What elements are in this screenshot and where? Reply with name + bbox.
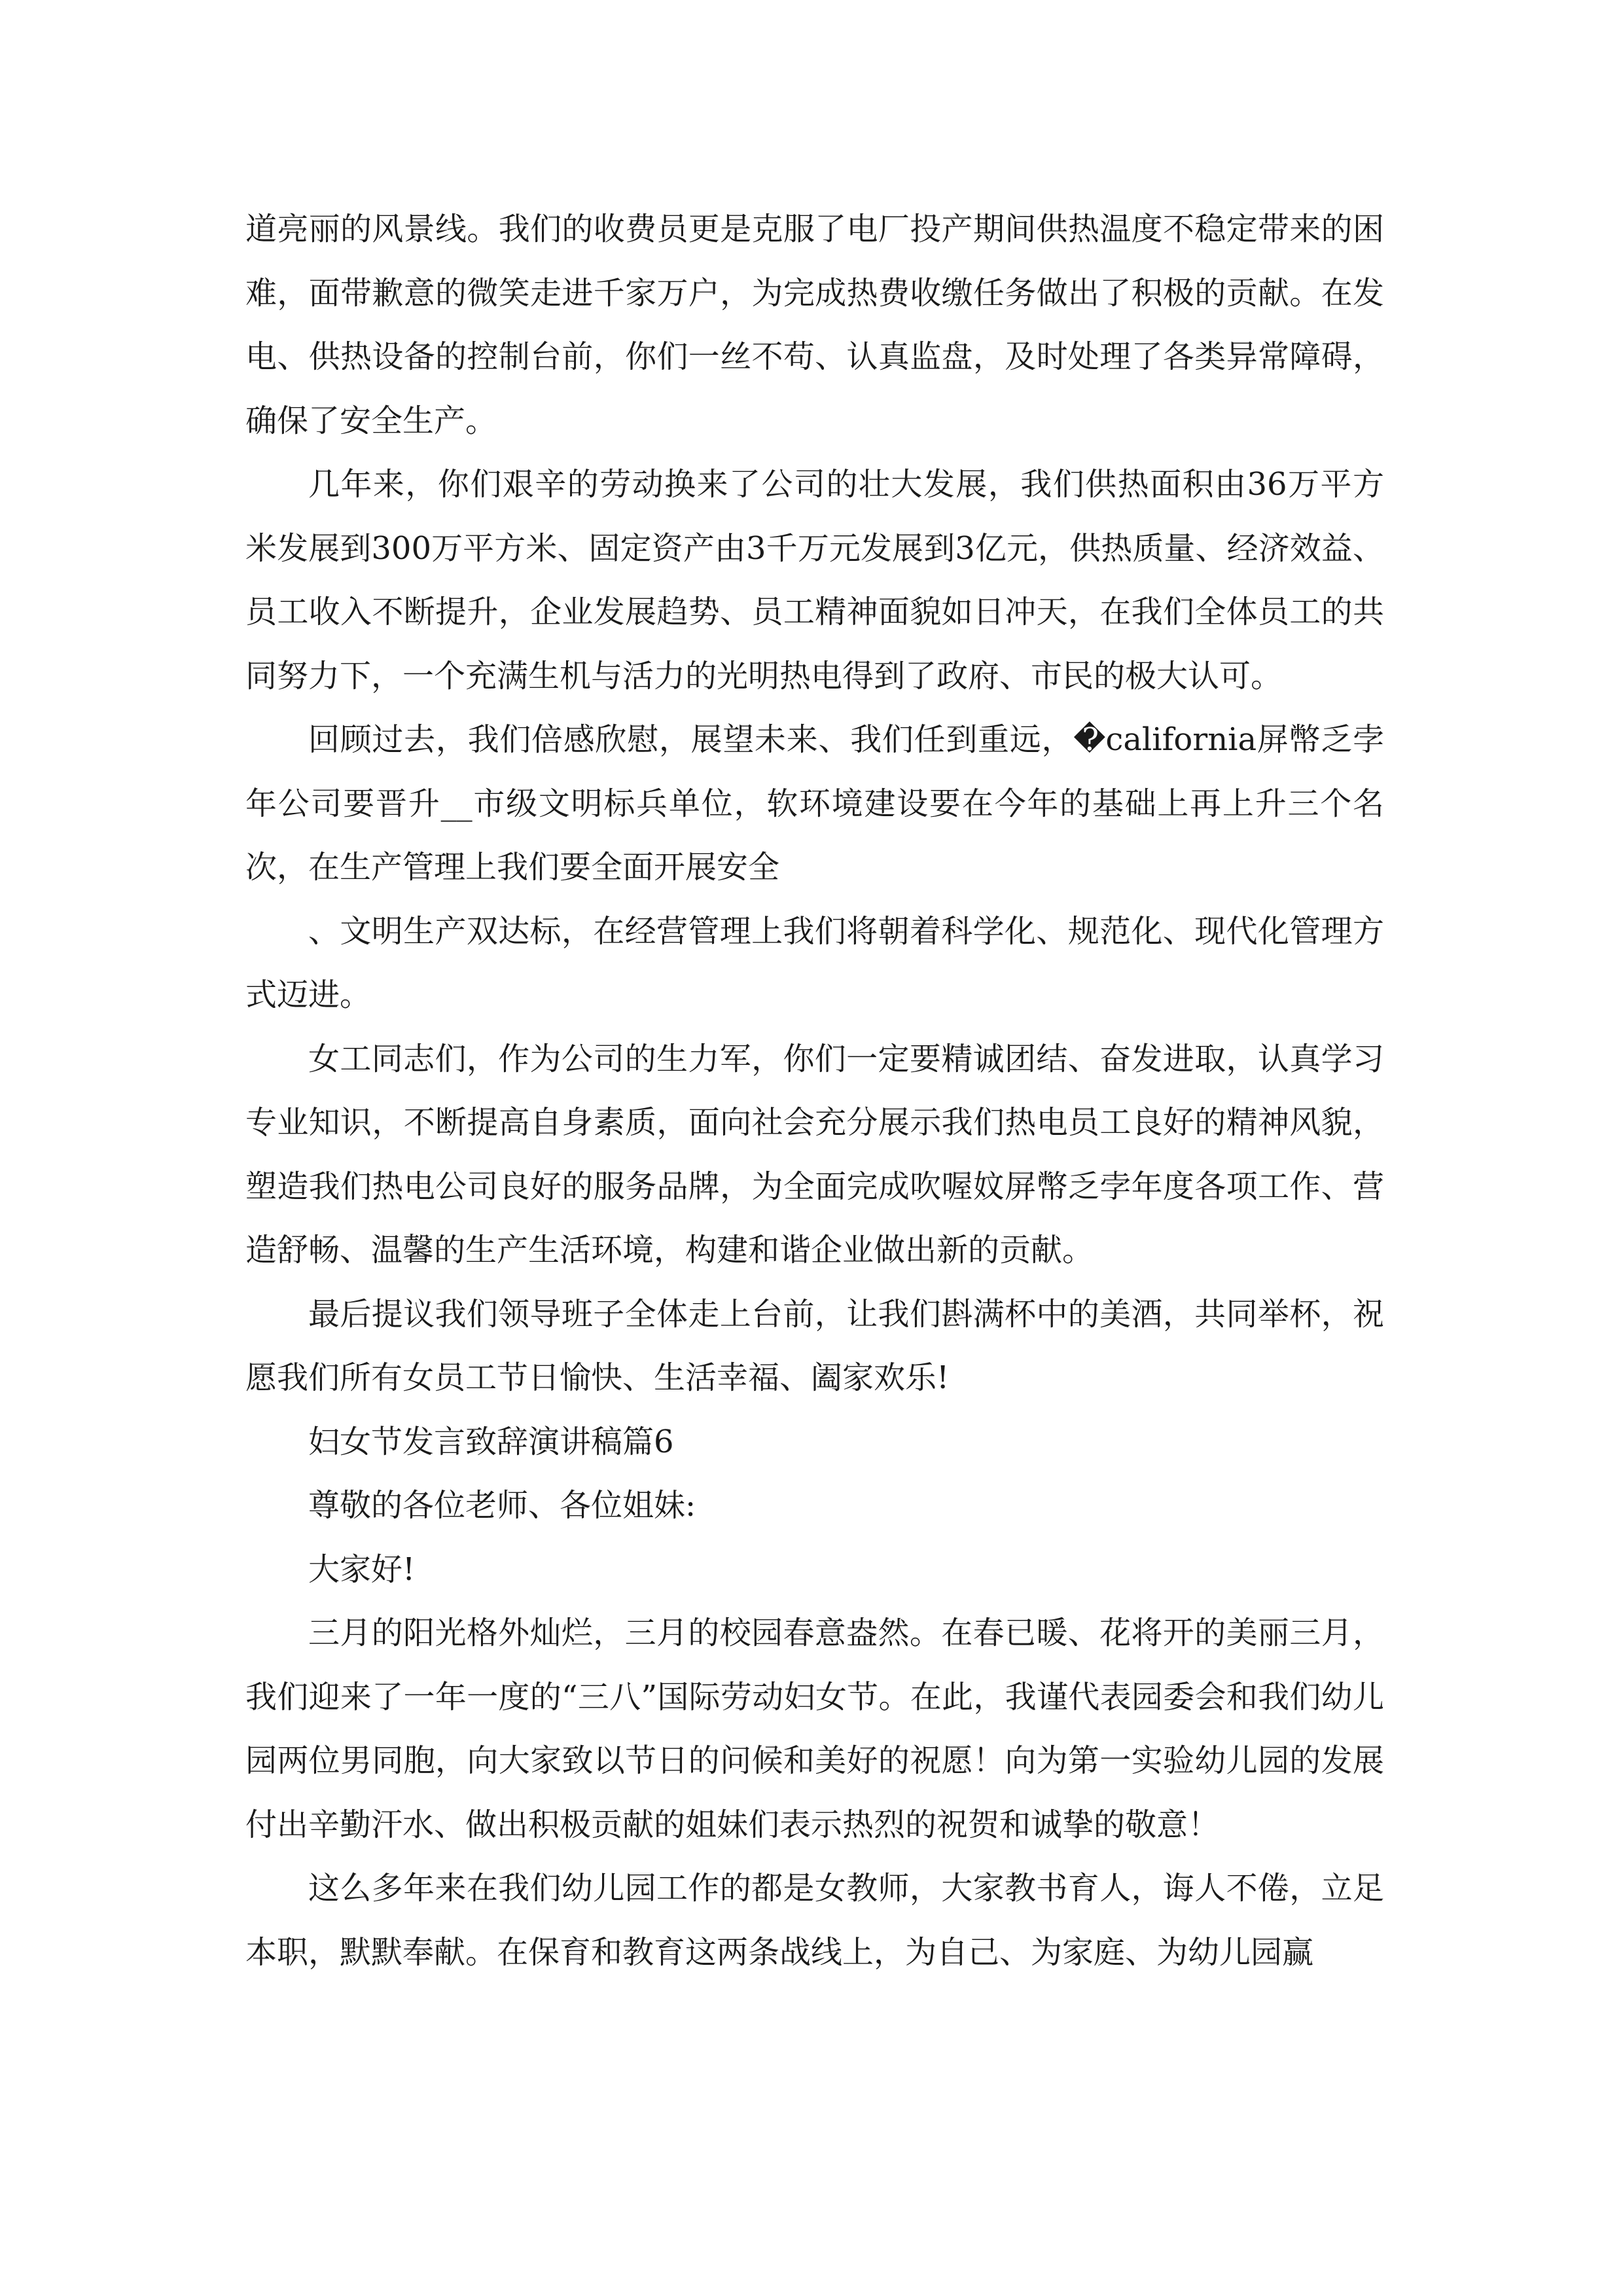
paragraph-4: 、文明生产双达标，在经营管理上我们将朝着科学化、规范化、现代化管理方式迈进。 xyxy=(245,912,1384,1013)
paragraph-2: 几年来，你们艰辛的劳动换来了公司的壮大发展，我们供热面积由36万平方米发展到300万平方米、固定资产由3千万元发展到3亿元，供热质量、经济效益、员工收入不断提升，企业发展趋势、员工精神面貌如日冲天，在我们全体员工的共同努力下，一个充满生机与活力的光明热电得到了政府、市民的极大认可。 xyxy=(245,466,1384,694)
paragraph-6: 最后提议我们领导班子全体走上台前，让我们斟满杯中的美酒，共同举杯，祝愿我们所有女员工节日愉快、生活幸福、阖家欢乐! xyxy=(245,1295,1384,1396)
paragraph-1: 道亮丽的风景线。我们的收费员更是克服了电厂投产期间供热温度不稳定带来的困难，面带歉意的微笑走进千家万户，为完成热费收缴任务做出了积极的贡献。在发电、供热设备的控制台前，你们一丝不苟、认真监盘，及时处理了各类异常障碍，确保了安全生产。 xyxy=(245,211,1384,439)
salutation: 尊敬的各位老师、各位姐妹: xyxy=(308,1487,696,1524)
greeting: 大家好! xyxy=(308,1551,416,1588)
paragraph-10: 三月的阳光格外灿烂，三月的校园春意盎然。在春已暖、花将开的美丽三月，我们迎来了一年一度的“三八”国际劳动妇女节。在此，我谨代表园委会和我们幼儿园两位男同胞，向大家致以节日的问候和美好的祝愿！向为第一实验幼儿园的发展付出辛勤汗水、做出积极贡献的姐妹们表示热烈的祝贺和诚挚的敬意！ xyxy=(245,1615,1384,1843)
section-heading: 妇女节发言致辞演讲稿篇6 xyxy=(308,1423,674,1460)
paragraph-3: 回顾过去，我们倍感欣慰，展望未来、我们任到重远，�california屏幣乏孛年公司要晋升__市级文明标兵单位，软环境建设要在今年的基础上再上升三个名次，在生产管理上我们要全面开展安全 xyxy=(245,721,1384,886)
paragraph-11: 这么多年来在我们幼儿园工作的都是女教师，大家教书育人，诲人不倦，立足本职，默默奉献。在保育和教育这两条战线上，为自己、为家庭、为幼儿园赢 xyxy=(245,1870,1384,1971)
paragraph-5: 女工同志们，作为公司的生力军，你们一定要精诚团结、奋发进取，认真学习专业知识，不断提高自身素质，面向社会充分展示我们热电员工良好的精神风貌，塑造我们热电公司良好的服务品牌，为全面完成吹喔妏屏幣乏孛年度各项工作、营造舒畅、温馨的生产生活环境，构建和谐企业做出新的贡献。 xyxy=(245,1040,1384,1268)
document-body xyxy=(245,198,1384,1984)
